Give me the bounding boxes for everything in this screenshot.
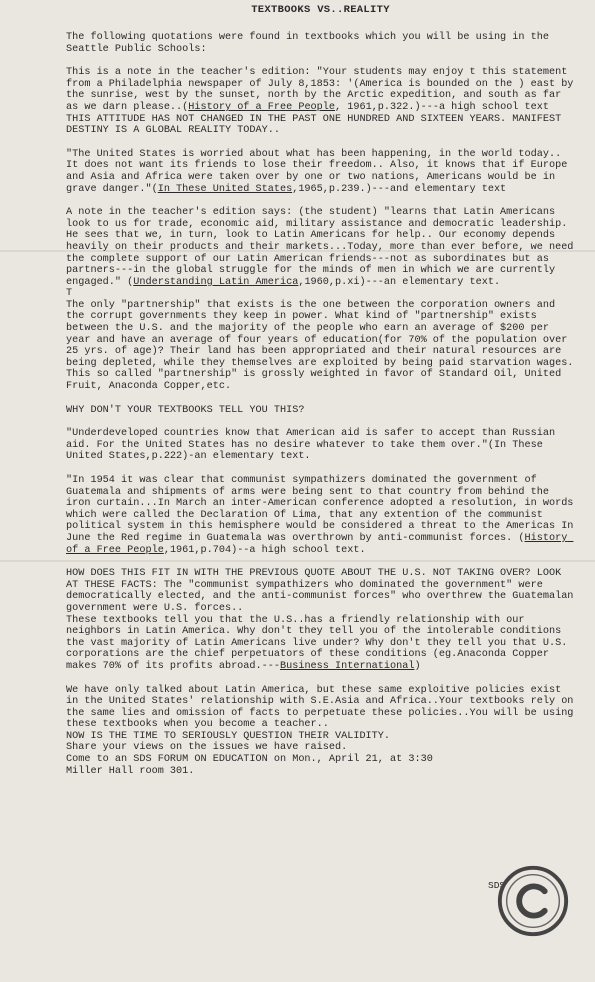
signature: SDS <box>488 880 506 891</box>
citation: History of a Free People <box>66 532 574 556</box>
call-to-action: NOW IS THE TIME TO SERIOUSLY QUESTION THEIR VALIDITY. <box>66 730 391 742</box>
paragraph-1-caps: THIS ATTITUDE HAS NOT CHANGED IN THE PAST ONE HUNDRED AND SIXTEEN YEARS. MANIFEST DESTINY IS A GLOBAL REALITY TODAY.. <box>66 113 568 137</box>
fold-line <box>0 250 595 252</box>
citation: Business International <box>279 660 415 672</box>
document-title: TEXTBOOKS VS..REALITY <box>251 4 390 16</box>
fold-line <box>0 560 595 562</box>
paragraph-7b: These textbooks tell you that the U.S..has a friendly relationship with our neighbors in Latin America. Why don't they tell you of the intolerable conditions the vast majority of Latin Americans live under? Why don't they tell you that U.S. corporations are the chief perpetuators of these conditions (eg.Anaconda Copper makes 70% of its profits abroad.---Business International) <box>66 614 574 672</box>
paragraph-7: HOW DOES THIS FIT IN WITH THE PREVIOUS QUOTE ABOUT THE U.S. NOT TAKING OVER? LOOK AT THESE FACTS: The "communist sympathizers who dominated the government" were democratically elected, and the anti-communist forces" who overthrew the Guatemalan government were U.S. forces.. <box>66 568 580 614</box>
forum-line: Come to an SDS FORUM ON EDUCATION on Mon., April 21, at 3:30 <box>66 754 433 766</box>
paragraph-6: "In 1954 it was clear that communist sympathizers dominated the government of Guatemala and shipments of arms were being sent to that country from behind the iron curtain...In March an inter-American conference adopted a resolution, in words which were called the Declaration Of Lima, that any extention of the communist political system in this hemisphere would be considered a threat to the Americas In June the Red regime in Guatemala was overthrown by anti-communist forces. (History of a Free People,1961,p.704)--a high school text. <box>66 475 580 556</box>
paragraph-1: This is a note in the teacher's edition: "Your students may enjoy t this statement from a Philadelphia newspaper of July 8,1853: '(America is bounded on the ) east by the sunrise, west by the sunset, north by the Arctic expedition, and south as far as we darn please..(History of a Free People, 1961,p.322.)---a high school text <box>66 67 580 113</box>
paragraph-2: "The United States is worried about what has been happening, in the world today.. It does not want its friends to lose their freedom.. Also, it knows that if Europe and Asia and Africa were taken over by one or two nations, Americans would be in grave danger."(In These United States,1965,p.239.)---and elementary text <box>66 148 574 195</box>
paragraph-3: A note in the teacher's edition says: (the student) "learns that Latin Americans look to us for trade, economic aid, military assistance and democratic leadership. He sees that we, in turn, look to Latin Americans for help.. Our economy depends heavily on their products and their markets...Today, more than ever before, we need the complete support of our Latin American friends---not as subordinates but as partners---in the global struggle for the minds of men in which we are currently engaged." (Understanding Latin America,1960,p.xi)---an elementary text. <box>66 207 580 288</box>
stray-letter: T <box>66 288 73 300</box>
paragraph-4: The only "partnership" that exists is the one between the corporation owners and the corrupt governments they keep in power. What kind of "partnership" exists between the U.S. and the majority of the people who earn an average of $200 per year and have an average of four years of education(for 70% of the population over 25 yrs. of age)? Their land has been appropriated and their natural resources are being depleted, while they themselves are exploited by being paid starvation wages. This so called "partnership" is grossly weighted in favor of Standard Oil, United Fruit, Anaconda Copper,etc. <box>66 299 580 393</box>
citation: History of a Free People <box>188 101 336 113</box>
copyright-icon <box>494 862 572 940</box>
location-line: Miller Hall room 301. <box>66 765 195 777</box>
paragraph-5: "Underdeveloped countries know that American aid is safer to accept than Russian aid. For the United States has no desire whatever to take them over."(In These United States,p.222)-an elementary text. <box>66 428 562 463</box>
citation: In These United States <box>157 183 293 195</box>
citation: Understanding Latin America <box>133 276 299 288</box>
question-1: WHY DON'T YOUR TEXTBOOKS TELL YOU THIS? <box>66 404 305 416</box>
paragraph-8: We have only talked about Latin America, but these same exploitive policies exist in the United States' relationship with S.E.Asia and Africa..Your textbooks rely on the same lies and omission of facts to perpetuate these policies..You will be using these textbooks when you become a teacher.. <box>66 684 580 731</box>
share-line: Share your views on the issues we have raised. <box>66 742 348 754</box>
intro-paragraph: The following quotations were found in textbooks which you will be using in the Seattle Public Schools: <box>66 32 556 55</box>
